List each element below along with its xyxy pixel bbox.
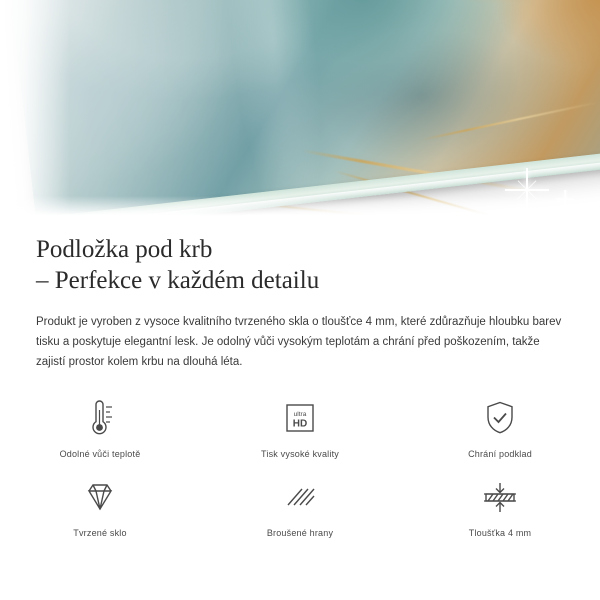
feature-item-protection xyxy=(400,392,600,471)
thermometer-icon xyxy=(80,397,120,441)
feature-item-polished-edges xyxy=(200,471,400,550)
headline-line-2: – Perfekce v každém detailu xyxy=(36,267,320,294)
feature-item-tempered-glass xyxy=(0,471,200,550)
feature-item-thickness xyxy=(400,471,600,550)
polished-edges-icon xyxy=(278,476,322,520)
feature-grid xyxy=(0,392,600,550)
ultra-hd-icon xyxy=(278,397,322,441)
description-paragraph: Produkt je vyroben z vysoce kvalitního tvrzeného skla o tloušťce 4 mm, které zdůrazňuje hloubku barev tisku a poskytuje elegantní lesk. Je odolný vůči vysokým teplotám a chrání před poškozením, takže zajistí prostor kolem krbu na dlouhá léta. xyxy=(36,316,562,368)
diamond-icon xyxy=(78,476,122,520)
feature-label: Chrání podklad xyxy=(468,449,532,459)
headline-line-1: Podložka pod krb xyxy=(36,236,213,263)
page-title xyxy=(0,222,600,296)
feature-label: Odolné vůči teplotě xyxy=(59,449,141,459)
feature-label: Tvrzené sklo xyxy=(73,528,127,538)
svg-text:ultra: ultra xyxy=(293,411,307,418)
hero-image-inner xyxy=(0,0,600,222)
feature-item-print-quality xyxy=(200,392,400,471)
feature-item-temperature xyxy=(0,392,200,471)
hero-fade-bottom xyxy=(0,196,600,222)
shield-check-icon xyxy=(479,397,521,441)
hero-image xyxy=(0,0,600,222)
thickness-icon xyxy=(477,476,523,520)
feature-label: Broušené hrany xyxy=(266,528,334,538)
feature-label: Tloušťka 4 mm xyxy=(468,528,532,538)
content-section xyxy=(0,222,600,372)
feature-label: Tisk vysoké kvality xyxy=(261,449,339,459)
svg-text:HD: HD xyxy=(292,418,308,430)
hero-fade-left xyxy=(0,0,70,222)
